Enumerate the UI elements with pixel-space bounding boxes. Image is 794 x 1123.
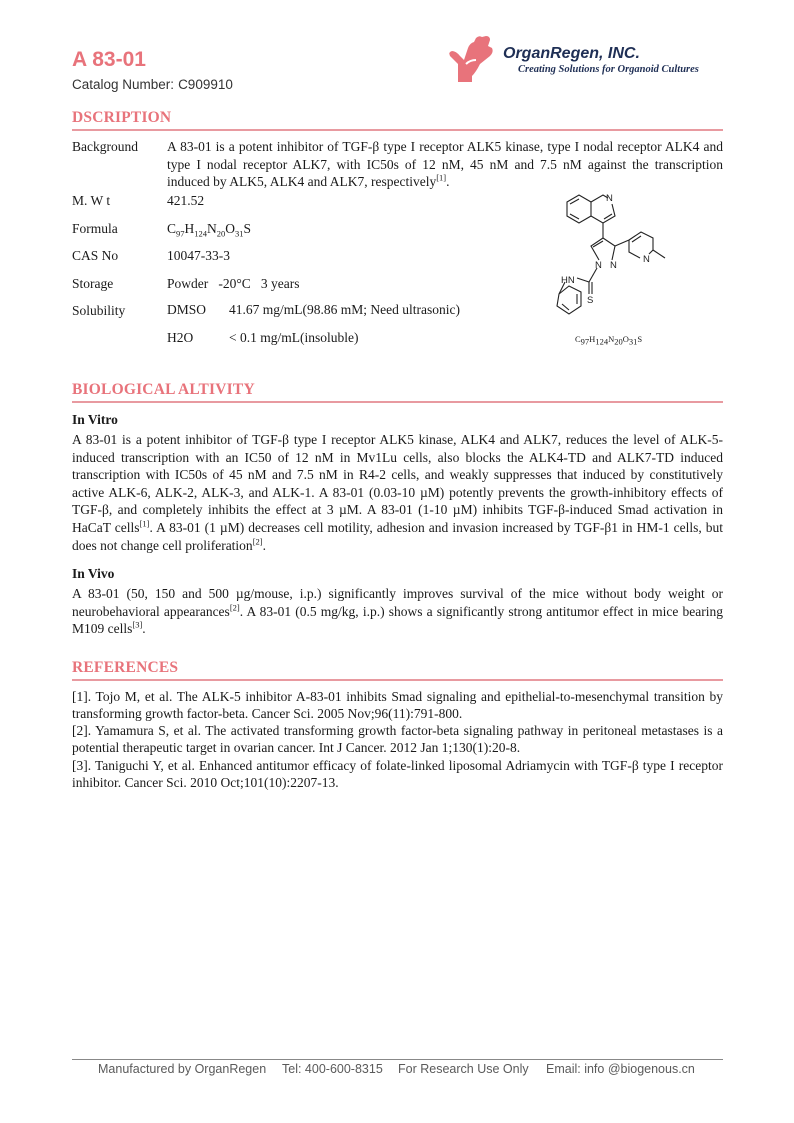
formula-h-count: 124 [194, 228, 208, 239]
caption-n: N [608, 334, 615, 344]
company-tagline: Creating Solutions for Organoid Cultures [518, 64, 699, 75]
solubility-label: Solubility [72, 303, 126, 318]
in-vitro-heading: In Vitro [72, 412, 118, 427]
formula-h: H [184, 221, 195, 236]
caption-o-count: 31 [628, 336, 638, 347]
reference-item-2: [2]. Yamamura S, et al. The activated transforming growth factor-beta signaling pathway in peritoneal metastases is a potential therapeutic target in ovarian cancer. Int J Cancer. 2012 Jan 1;130(1):20-8. [72, 723, 723, 755]
description-divider [72, 129, 723, 131]
formula-n: N [207, 221, 217, 236]
in-vitro-citation-2: [2] [252, 536, 263, 547]
footer-divider [72, 1059, 723, 1060]
footer-email: Email: info @biogenous.cn [546, 1062, 695, 1076]
description-heading: DSCRIPTION [72, 109, 172, 126]
storage-value: Powder -20°C 3 years [167, 276, 300, 291]
caption-h: H [589, 334, 596, 344]
cas-label: CAS No [72, 248, 119, 263]
background-text: A 83-01 is a potent inhibitor of TGF-β type I receptor ALK5 kinase, type I nodal receptor ALK4 and type I nodal receptor ALK7, with IC50s of 12 nM, 45 nM and 7.5 nM against the transcription induced by ALK5, ALK4 and ALK7, respectively[1]. [167, 139, 723, 189]
in-vivo-end: . [142, 621, 146, 637]
caption-s: S [637, 334, 643, 344]
atom-s: S [587, 295, 594, 306]
footer-research-note: For Research Use Only [398, 1062, 529, 1076]
catalog-label: Catalog Number: [72, 77, 175, 92]
company-name: OrganRegen, INC. [503, 45, 640, 62]
atom-nh: HN [561, 275, 575, 286]
mw-value: 421.52 [167, 193, 205, 208]
storage-label: Storage [72, 276, 114, 291]
product-title: A 83-01 [72, 48, 146, 71]
in-vitro-body-2: . A 83-01 (1 µM) decreases cell motility, adhesion and invasion increased by TGF-β1 in HM-1 cells, but does not change cell proliferation [72, 519, 723, 553]
in-vitro-citation-1: [1] [139, 518, 150, 529]
reference-item-3: [3]. Taniguchi Y, et al. Enhanced antitumor efficacy of folate-linked liposomal Adriamycin with TGF-β type I receptor inhibitor. Cancer Sci. 2010 Oct;101(10):2207-13. [72, 758, 723, 790]
formula-label: Formula [72, 221, 118, 236]
solvent-dmso-value: 41.67 mg/mL(98.86 mM; Need ultrasonic) [229, 302, 460, 317]
mw-label: M. W t [72, 193, 111, 208]
formula-c: C [167, 221, 177, 236]
caption-c: C [575, 334, 581, 344]
in-vivo-citation-1: [2] [229, 602, 240, 613]
caption-n-count: 20 [614, 336, 623, 347]
in-vivo-body-2: . A 83-01 (0.5 mg/kg, i.p.) shows a significantly strong antitumor effect in mice bearing M109 cells [72, 603, 723, 637]
solvent-dmso: DMSO [167, 302, 207, 317]
atom-n1-pyrazole: N [595, 260, 602, 271]
caption-h-count: 124 [595, 336, 609, 347]
references-heading: REFERENCES [72, 659, 179, 676]
reference-item-1: [1]. Tojo M, et al. The ALK-5 inhibitor A-83-01 inhibits Smad signaling and epithelial-to-mesenchymal transition by transforming growth factor-beta. Cancer Sci. 2005 Nov;96(11):791-800. [72, 689, 723, 721]
catalog-value: C909910 [178, 77, 233, 92]
solvent-water-value: < 0.1 mg/mL(insoluble) [229, 330, 359, 345]
in-vivo-body-1: A 83-01 (50, 150 and 500 µg/mouse, i.p.) significantly improves survival of the mice without body weight or neurobehavioral appearances [72, 586, 723, 619]
chemical-structure [555, 186, 691, 332]
bio-activity-divider [72, 401, 723, 403]
formula-o: O [225, 221, 236, 236]
structure-caption [575, 334, 643, 347]
formula-value [167, 220, 251, 238]
footer-phone: Tel: 400-600-8315 [282, 1062, 383, 1076]
formula-n-count: 20 [216, 228, 226, 239]
background-citation: [1] [436, 172, 447, 183]
atom-n-quinoline: N [606, 193, 613, 204]
hand-logo-icon [446, 34, 498, 86]
in-vivo-heading: In Vivo [72, 566, 115, 581]
in-vivo-citation-2: [3] [132, 619, 143, 630]
background-body: A 83-01 is a potent inhibitor of TGF-β type I receptor ALK5 kinase, type I nodal receptor ALK4 and type I nodal receptor ALK7, with IC50s of 12 nM, 45 nM and 7.5 nM against the transcription induced by ALK5, ALK4 and ALK7, respectively [167, 139, 723, 189]
caption-o: O [622, 334, 629, 344]
cas-value: 10047-33-3 [167, 248, 230, 263]
formula-o-count: 31 [235, 228, 244, 239]
atom-n-pyridine: N [643, 254, 650, 265]
catalog-number [72, 77, 233, 92]
in-vitro-end: . [262, 537, 266, 553]
formula-s: S [243, 221, 252, 236]
footer-manufacturer: Manufactured by OrganRegen [98, 1062, 267, 1076]
atom-n2-pyrazole: N [610, 260, 617, 271]
in-vivo-text [72, 585, 723, 638]
solvent-water: H2O [167, 330, 194, 345]
formula-c-count: 97 [176, 228, 185, 239]
in-vitro-body-1: A 83-01 is a potent inhibitor of TGF-β type I receptor ALK5 kinase, ALK4 and ALK7, reduces the level of ALK-5-induced transcription with an IC50 of 12 nM in Mv1Lu cells, also blocks the ALK4-TD and ALK7-TD induced transcription with IC50s of 45 nM and 7.5 nM in R4-2 cells, and weakly suppresses that induced by constitutively active ALK-6, ALK-2, ALK-3, and ALK-1. A 83-01 (0.03-10 µM) potently prevents the growth-inhibitory effects of TGF-β, and completely inhibits the effect at 3 µM. A 83-01 (1-10 µM) inhibits TGF-β-induced Smad activation in HaCaT cells [72, 432, 723, 535]
references-divider [72, 679, 723, 681]
bio-activity-heading: BIOLOGICAL ALTIVITY [72, 381, 255, 398]
in-vitro-text [72, 431, 723, 554]
background-label: Background [72, 139, 138, 154]
caption-c-count: 97 [580, 336, 590, 347]
